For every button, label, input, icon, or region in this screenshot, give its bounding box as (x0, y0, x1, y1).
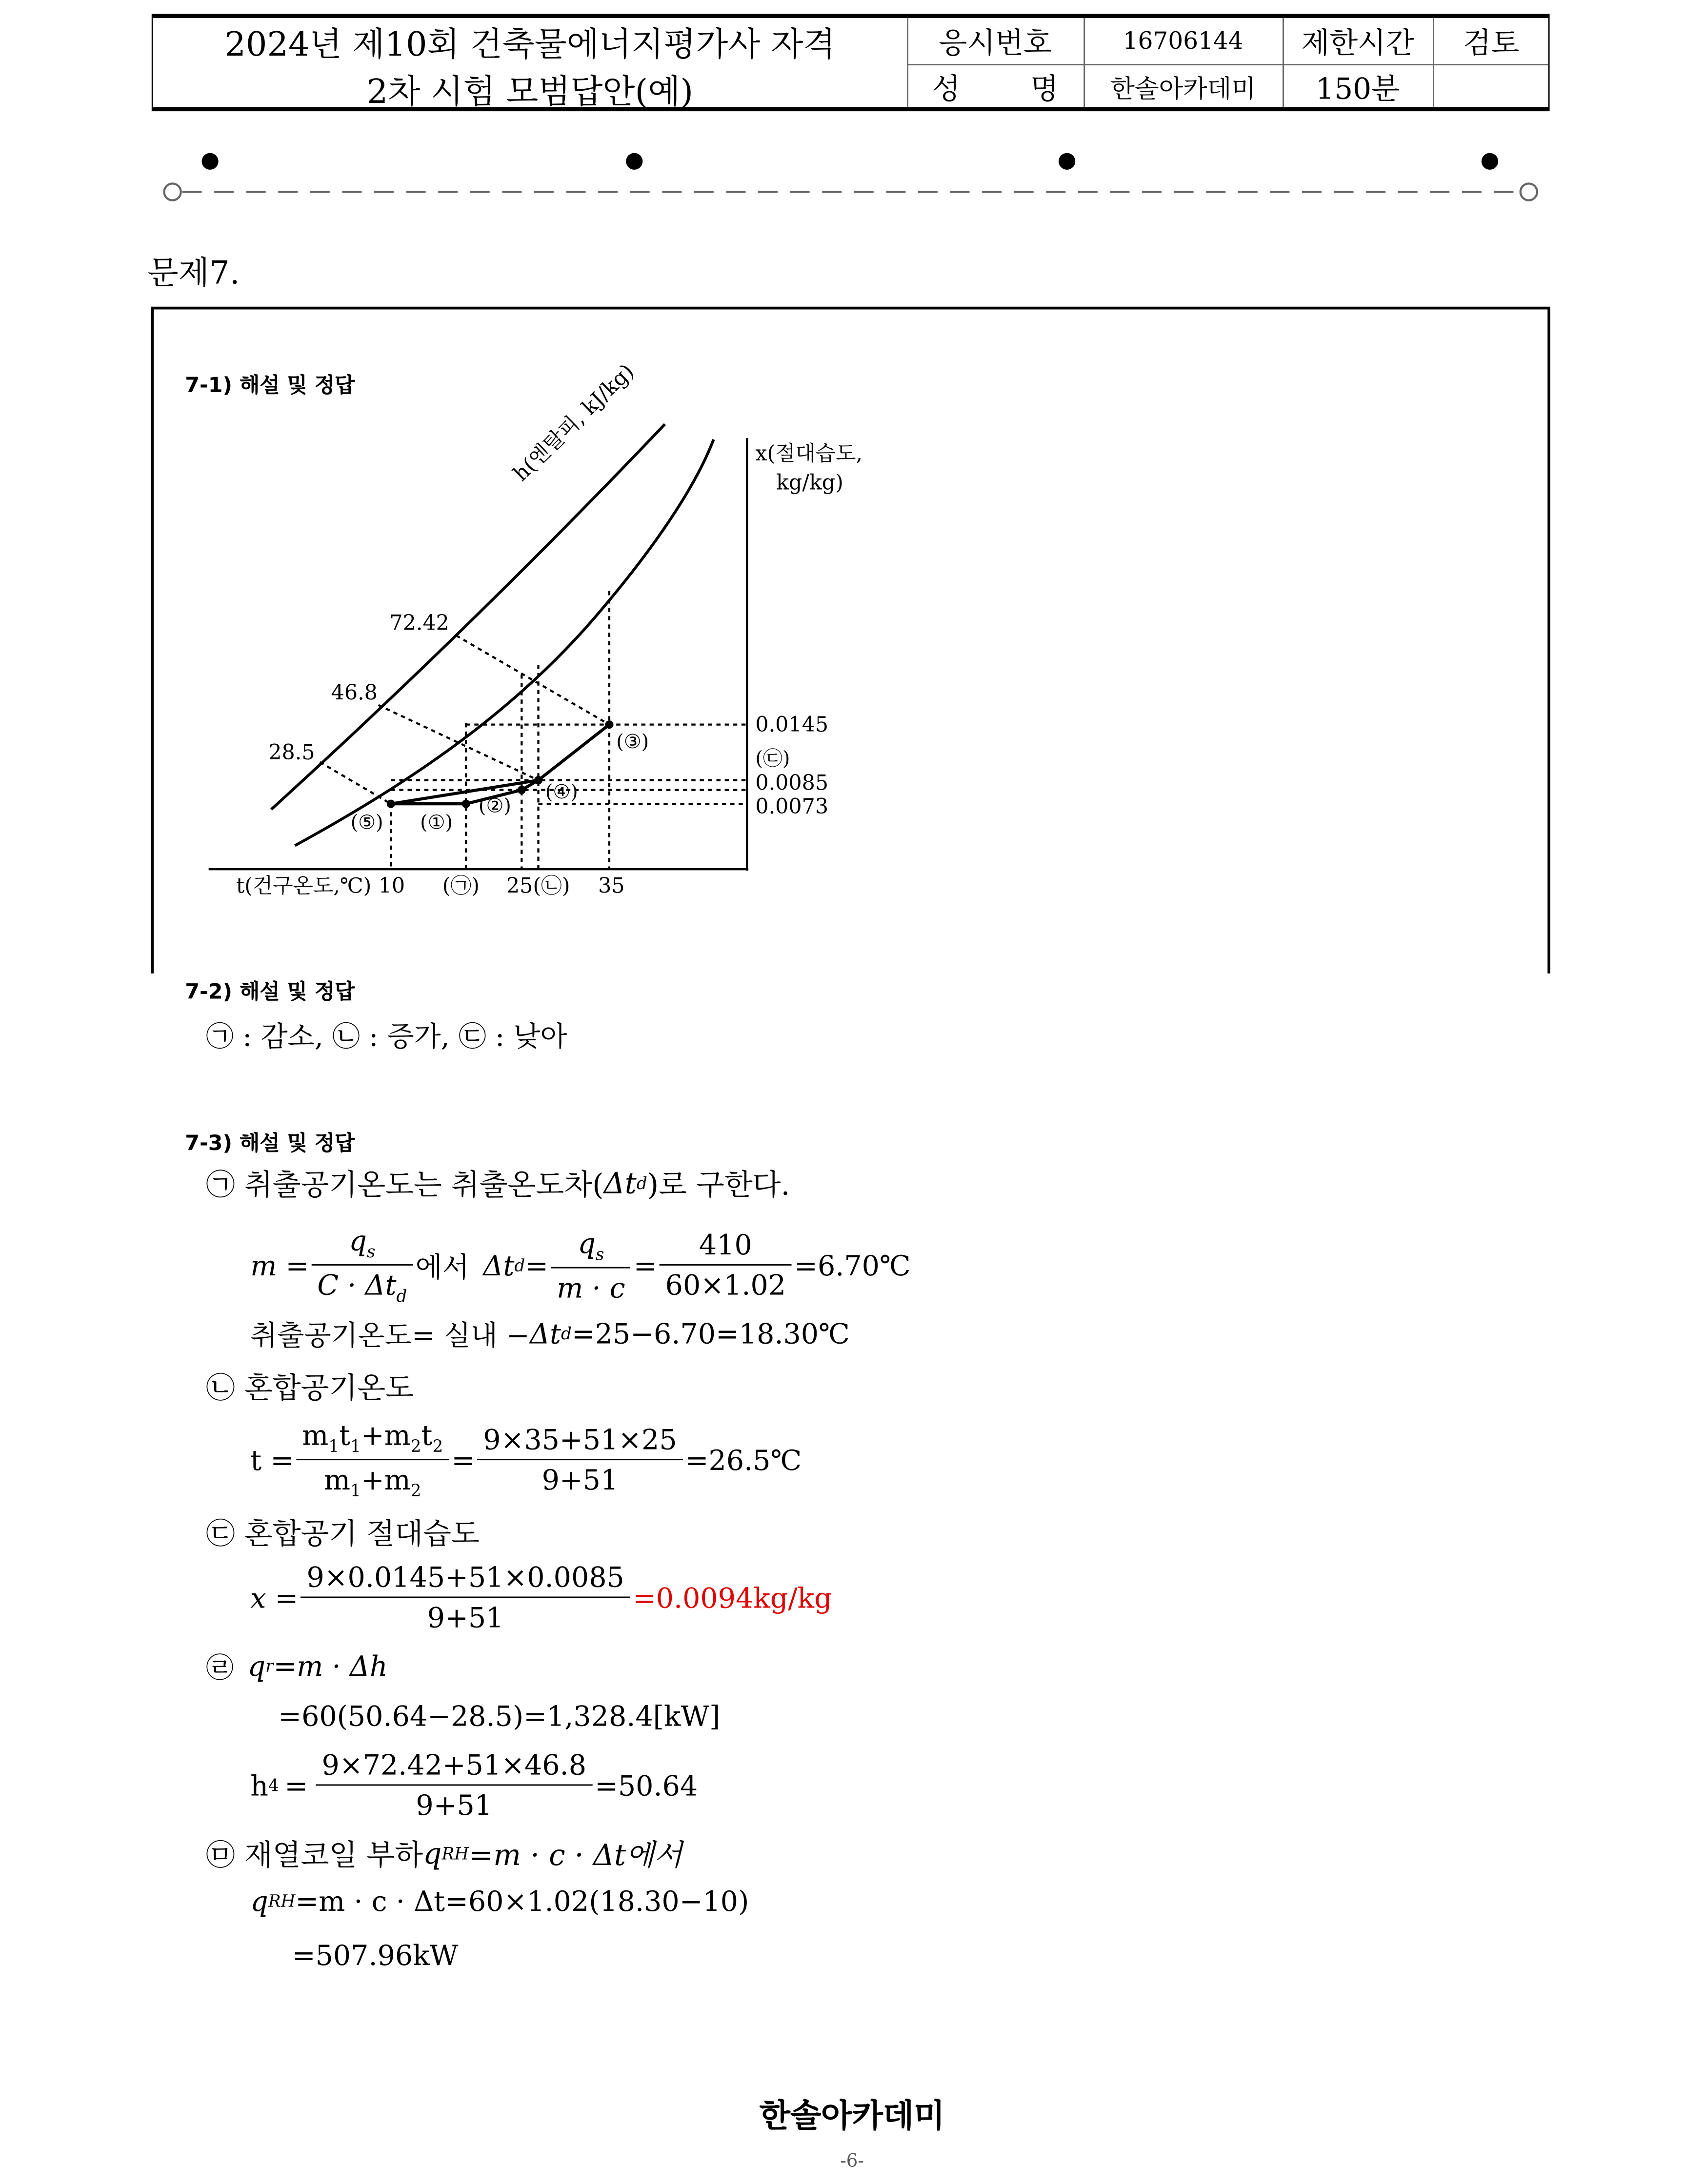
title-line-2: 2차 시험 모범답안(예) (366, 71, 694, 111)
fraction: $\frac{m_1t_1+m_2t_2}{m_1+m_2}$ (297, 1419, 449, 1501)
result-highlight: =0.0094kg/kg (632, 1580, 832, 1614)
rhs: =m · c · Δt=60×1.02(18.30−10) (295, 1884, 749, 1918)
part-e-formula-2: =507.96kW (292, 1938, 459, 1972)
x-tick: 0.0073 (755, 794, 829, 819)
eq: = (525, 1248, 549, 1282)
name-value: 한솔아카데미 (1110, 75, 1256, 104)
result: =50.64 (595, 1768, 698, 1802)
formula-mass-flow: m = $\frac{q_s}{C \cdot \Delta t_d}$ 에서 Δt d = $\frac{q_s}{m \cdot c}$ = $\frac{410}{60\times 1.02}$ =6.70℃ (250, 1224, 911, 1306)
part-e-formula-1: q RH =m · c · Δt=60×1.02(18.30−10) (250, 1884, 749, 1918)
t-axis-label: t(건구온도,℃) (236, 873, 372, 899)
review-label: 검토 (1463, 25, 1520, 60)
part-a-title (206, 1163, 790, 1205)
h-tick: 46.8 (331, 680, 378, 705)
rhs: =m · Δh (273, 1648, 388, 1682)
punch-line-and-diagram (0, 0, 1704, 973)
section-7-1-heading: 7-1) 해설 및 정답 (185, 373, 355, 398)
text: ㉤ 재열코일 부하 (206, 1838, 423, 1872)
marker: ㉣ (206, 1650, 234, 1685)
result: =26.5℃ (685, 1443, 802, 1476)
text: )로 구한다. (647, 1168, 790, 1202)
result: =6.70℃ (794, 1248, 911, 1282)
section-7-3-heading: 7-3) 해설 및 정답 (185, 1131, 355, 1156)
point-1 (462, 800, 470, 808)
x-tick: (㉢) (755, 748, 790, 771)
h-tick: 28.5 (268, 739, 315, 765)
fraction: $\frac{9\times 72.42+51\times 46.8}{9+51}$ (316, 1748, 592, 1822)
result: =25−6.70=18.30℃ (571, 1316, 850, 1350)
name-label-1: 성 (932, 72, 961, 106)
punch-dot (626, 153, 642, 170)
part-d-formula-3: h 4 = $\frac{9\times 72.42+51\times 46.8}{9+51}$ =50.64 (250, 1748, 698, 1822)
problem-title: 문제7. (147, 256, 240, 292)
fraction: $\frac{9\times 0.0145+51\times 0.0085}{9+51}$ (301, 1560, 630, 1634)
t-tick: 35 (598, 873, 625, 899)
subscript: d (636, 1173, 647, 1193)
formula-supply-temp: 취출공기온도= 실내 − Δt d =25−6.70=18.30℃ (250, 1313, 850, 1353)
fraction: $\frac{q_s}{C \cdot \Delta t_d}$ (312, 1224, 413, 1306)
t-tick: 10 (378, 873, 405, 899)
text: 취출공기온도= 실내 − (250, 1318, 530, 1352)
point-2 (518, 786, 526, 794)
enthalpy-line (271, 424, 665, 810)
x-axis-label-2: kg/kg) (776, 470, 843, 496)
fraction: $\frac{9\times 35+51\times 25}{9+51}$ (478, 1423, 682, 1496)
point-label-3: (③) (616, 731, 649, 754)
section-7-2-answer: ㉠ : 감소, ㉡ : 증가, ㉢ : 낮아 (206, 1019, 567, 1053)
exam-no-label: 응시번호 (939, 25, 1052, 60)
fraction: $\frac{410}{60\times 1.02}$ (660, 1228, 791, 1302)
cut-line-end (1521, 183, 1537, 200)
point-label-4: (④) (545, 781, 578, 804)
point-label-1: (①) (420, 812, 453, 834)
footer-brand: 한솔아카데미 (759, 2098, 945, 2135)
punch-dot (201, 153, 218, 170)
lhs: m = (250, 1248, 309, 1282)
exam-no: 16706144 (1123, 27, 1243, 55)
part-e-title: ㉤ 재열코일 부하 q RH =m · c · Δt에서 (206, 1833, 682, 1875)
x-tick: 0.0145 (755, 712, 829, 737)
x-axis-label-1: x(절대습도, (755, 440, 863, 466)
x-tick: 0.0085 (755, 770, 829, 796)
time-label: 제한시간 (1301, 25, 1414, 60)
text: ㉠ 취출공기온도는 취출온도차( (206, 1168, 604, 1202)
cut-line-end (164, 183, 180, 200)
part-d-formula-2: =60(50.64−28.5)=1,328.4[kW] (278, 1699, 721, 1733)
formula-mix-temp (250, 1419, 802, 1501)
symbol: Δt (529, 1316, 561, 1350)
point-5 (387, 800, 395, 808)
lhs: x = (250, 1580, 299, 1614)
point-4 (534, 776, 542, 784)
eq: = (633, 1248, 657, 1282)
page-number: -6- (840, 2151, 864, 2173)
symbol: Δt (483, 1248, 515, 1282)
text: 에서 (415, 1250, 469, 1284)
guide-lines (320, 591, 747, 869)
title-line-1: 2024년 제10회 건축물에너지평가사 자격 (224, 25, 836, 64)
fraction: $\frac{q_s}{m \cdot c}$ (551, 1226, 631, 1304)
point-label-5: (⑤) (350, 812, 383, 834)
t-tick: 25(㉡) (506, 873, 570, 899)
name-label-2: 명 (1030, 72, 1059, 106)
formula-mix-humidity (250, 1560, 832, 1634)
punch-dot (1059, 153, 1075, 170)
symbol: Δt (603, 1167, 637, 1200)
h-axis-label: h(엔탈피, kJ/kg) (508, 358, 639, 486)
time-value: 150분 (1315, 72, 1400, 106)
point-3 (605, 720, 613, 729)
t-tick: (㉠) (442, 873, 480, 899)
text: =m · c · Δt에서 (469, 1838, 682, 1872)
lhs: t = (250, 1443, 294, 1476)
part-c-title: ㉢ 혼합공기 절대습도 (206, 1517, 480, 1551)
punch-holes (164, 153, 1537, 200)
part-b-title: ㉡ 혼합공기온도 (206, 1371, 414, 1405)
section-7-2-heading: 7-2) 해설 및 정답 (185, 979, 355, 1004)
punch-dot (1482, 153, 1498, 170)
eq: = (451, 1443, 475, 1476)
part-d-formula-1: ㉣ q r =m · Δh (206, 1645, 388, 1686)
h-tick: 72.42 (389, 610, 449, 636)
point-label-2: (②) (478, 795, 511, 818)
